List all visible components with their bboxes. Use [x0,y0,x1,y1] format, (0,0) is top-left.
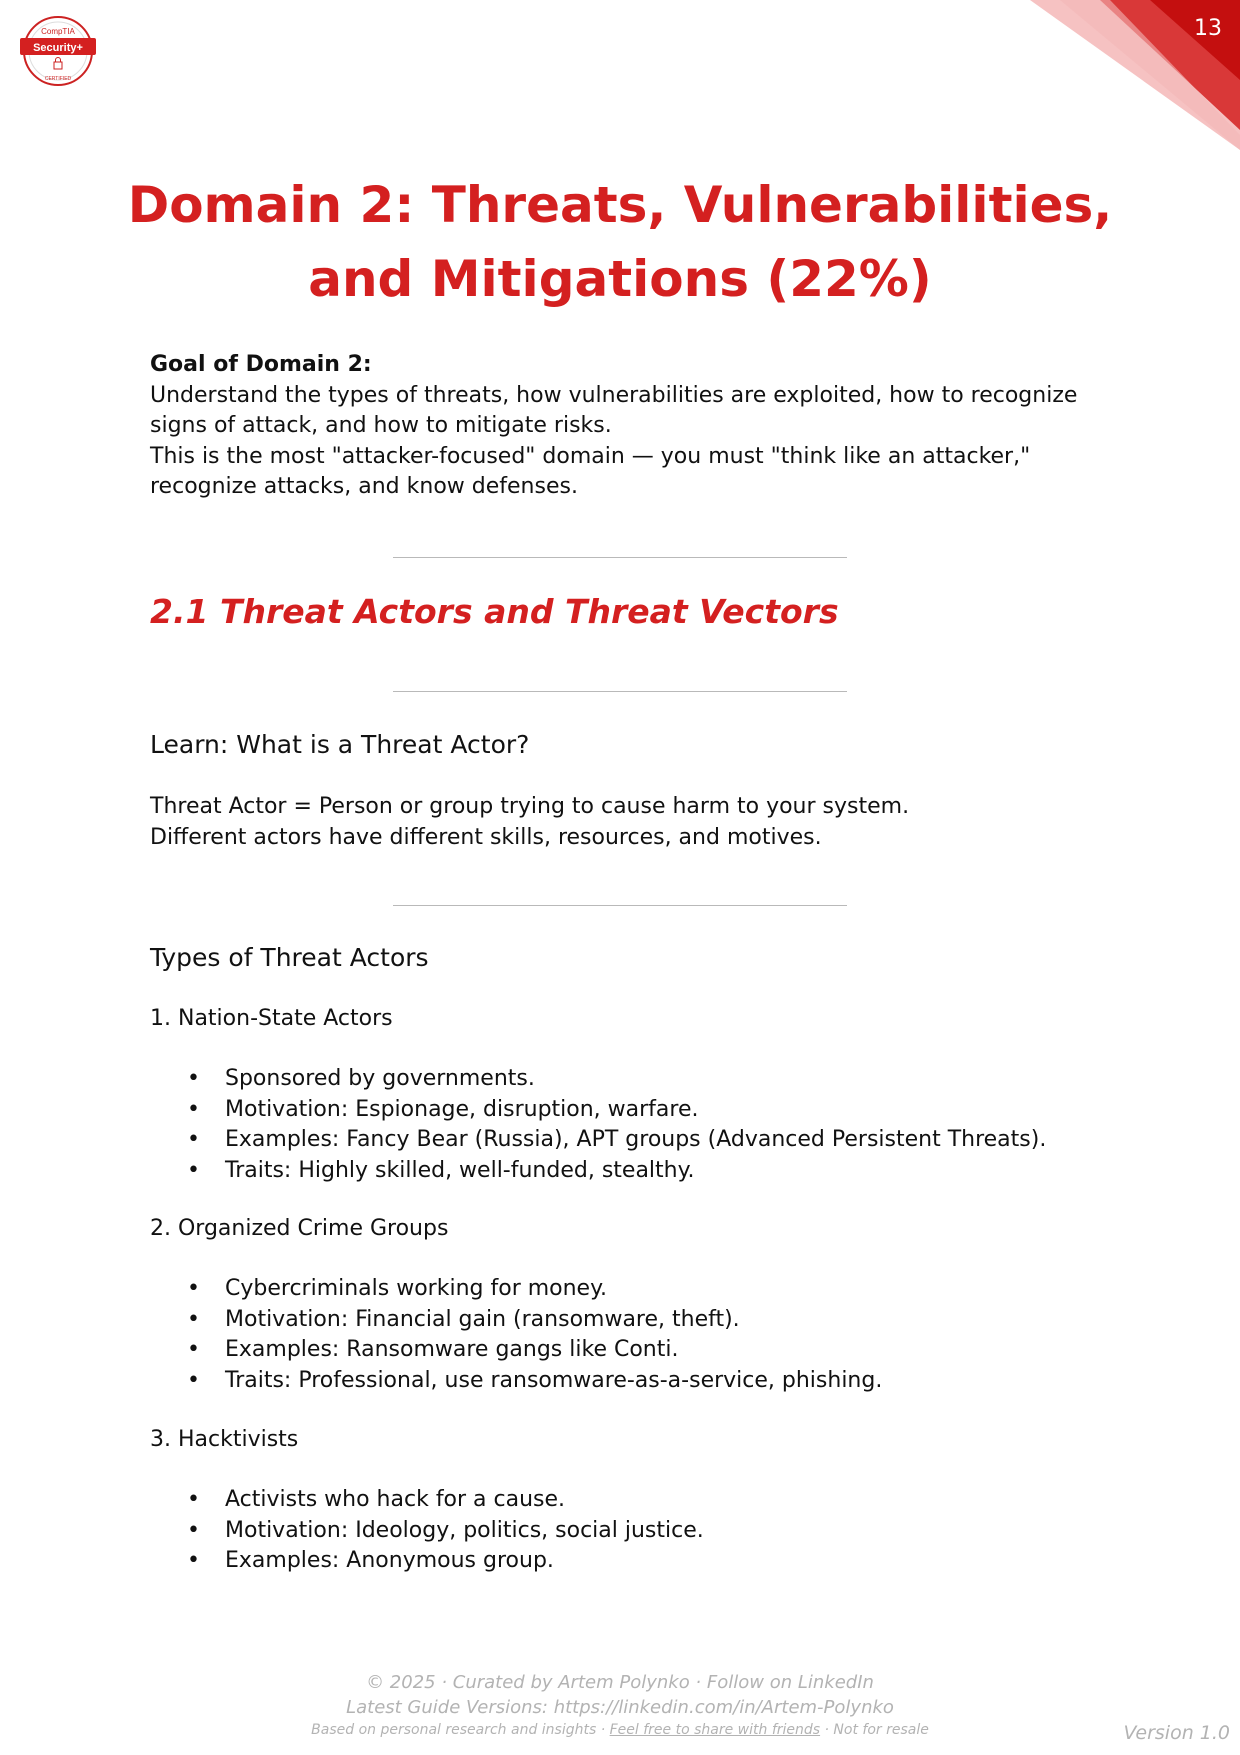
actor-title: 3. Hacktivists [150,1427,299,1452]
list-item: • Motivation: Ideology, politics, social justice. [150,1516,704,1547]
logo-top-text: CompTIA [41,27,75,36]
list-item: • Sponsored by governments. [150,1064,1046,1095]
footer-copyright: © 2025 · Curated by Artem Polynko · Follow on LinkedIn [366,1672,874,1693]
section-heading: 2.1 Threat Actors and Threat Vectors [150,592,839,631]
actor-bullet-list [150,1274,882,1397]
footer-disclaimer [200,1722,1040,1738]
goal-text-1: Understand the types of threats, how vulnerabilities are exploited, how to recognize signs of attack, and how to mitigate risks. [150,382,1078,438]
list-item: • Motivation: Espionage, disruption, warfare. [150,1095,1046,1126]
divider [393,557,847,558]
actor-bullet-list [150,1485,704,1577]
list-item: • Traits: Professional, use ransomware-as-a-service, phishing. [150,1366,882,1397]
goal-text-2: This is the most "attacker-focused" domain — you must "think like an attacker," recognize attacks, and know defenses. [150,443,1031,499]
title-line-1: Domain 2: Threats, Vulnerabilities, [127,176,1113,234]
list-item: • Traits: Highly skilled, well-funded, stealthy. [150,1156,1046,1187]
actor-bullet-list [150,1064,1046,1187]
version-label: Version 1.0 [1123,1722,1230,1744]
share-link[interactable]: Feel free to share with friends [609,1722,821,1738]
list-item: • Cybercriminals working for money. [150,1274,882,1305]
divider [393,905,847,906]
list-item: • Examples: Fancy Bear (Russia), APT groups (Advanced Persistent Threats). [150,1125,1046,1156]
goal-section [150,350,1080,503]
footer-disclaimer-b: · Not for resale [820,1722,929,1738]
page-title [100,168,1140,316]
list-item: • Examples: Ransomware gangs like Conti. [150,1335,882,1366]
learn-heading: Learn: What is a Threat Actor? [150,730,530,759]
learn-text-2: Different actors have different skills, resources, and motives. [150,825,822,850]
actor-title: 2. Organized Crime Groups [150,1216,449,1241]
logo-bottom-text: CERTIFIED [44,76,72,82]
types-heading: Types of Threat Actors [150,943,429,972]
list-item: • Activists who hack for a cause. [150,1485,704,1516]
goal-label: Goal of Domain 2: [150,352,372,377]
page-number: 13 [1194,16,1222,41]
title-line-2: and Mitigations (22%) [308,250,932,308]
logo-banner-text: Security+ [33,42,83,54]
footer-disclaimer-a: Based on personal research and insights · [311,1722,610,1738]
footer-linkedin-url[interactable]: Latest Guide Versions: https://linkedin.com/in/Artem-Polynko [346,1697,894,1718]
list-item: • Examples: Anonymous group. [150,1546,704,1577]
divider [393,691,847,692]
learn-text-1: Threat Actor = Person or group trying to cause harm to your system. [150,794,910,819]
list-item: • Motivation: Financial gain (ransomware, theft). [150,1305,882,1336]
comptia-security-logo [18,14,98,88]
actor-title: 1. Nation-State Actors [150,1006,393,1031]
